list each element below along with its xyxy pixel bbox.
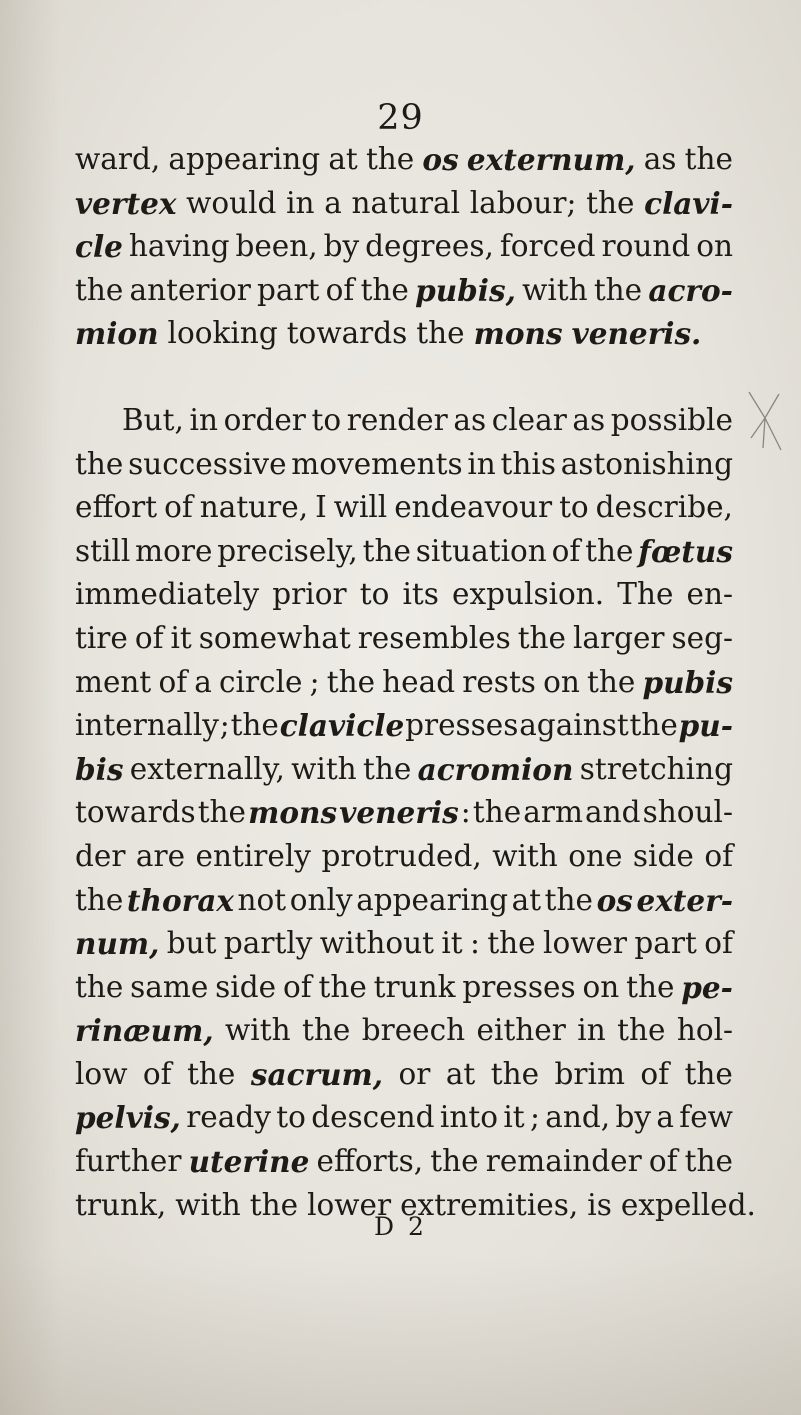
word: its — [402, 577, 439, 612]
word: mion — [75, 316, 159, 352]
word: extremities, — [400, 1187, 579, 1222]
word: ; — [219, 708, 230, 743]
word: natural — [351, 185, 461, 220]
word: of — [164, 490, 193, 525]
word: degrees, — [365, 229, 494, 264]
text-line — [75, 573, 733, 617]
text-line — [75, 879, 733, 923]
word: partly — [223, 926, 313, 961]
word: : — [460, 795, 471, 830]
word: on — [543, 664, 580, 699]
word: internally — [75, 708, 219, 743]
word: the — [487, 926, 536, 961]
word: the — [593, 272, 643, 307]
word: But, — [122, 402, 184, 437]
word: with — [291, 751, 357, 786]
word: of — [134, 620, 164, 655]
word: the — [544, 882, 593, 917]
word: astonishing — [560, 446, 733, 481]
text-line — [75, 966, 733, 1010]
word: nature, — [199, 490, 309, 525]
word: The — [617, 577, 674, 612]
word: trunk, — [75, 1187, 167, 1222]
word: endeavour — [394, 490, 553, 525]
word: few — [679, 1100, 733, 1135]
word: der — [75, 838, 126, 873]
word: only — [289, 882, 353, 917]
word: entirely — [195, 838, 311, 873]
word: the — [684, 142, 733, 176]
word: describe, — [595, 490, 733, 525]
word: immediately — [75, 577, 260, 612]
word: the — [197, 795, 247, 830]
word: part — [257, 272, 320, 307]
word: efforts, — [316, 1144, 424, 1179]
word: ; — [529, 1100, 540, 1135]
text-line — [75, 269, 733, 313]
word: of — [648, 1144, 678, 1179]
word: rests — [462, 664, 536, 699]
word: labour; — [469, 185, 577, 220]
word: the — [75, 969, 124, 1004]
word: into — [439, 1100, 498, 1135]
word: not — [237, 882, 287, 917]
word: on — [582, 969, 620, 1004]
body-text — [75, 138, 756, 1227]
word: as — [572, 402, 606, 437]
word: clavi- — [644, 185, 733, 221]
word: would — [186, 185, 277, 220]
text-line — [75, 312, 733, 356]
text-line — [75, 748, 733, 792]
word: or — [398, 1056, 431, 1091]
word: on — [696, 229, 733, 264]
word: round — [601, 229, 691, 264]
word: of — [640, 1056, 670, 1091]
word: are — [135, 838, 186, 873]
word: with — [522, 272, 588, 307]
signature-mark: D 2 — [374, 1212, 427, 1241]
word: the — [365, 142, 415, 176]
text-line — [75, 1096, 733, 1140]
word: vertex — [75, 185, 177, 221]
word: been, — [235, 229, 318, 264]
word: it — [170, 620, 192, 655]
word: side — [215, 969, 277, 1004]
word: to — [559, 490, 589, 525]
word: circle — [219, 664, 303, 699]
text-line — [75, 835, 733, 879]
word: still — [75, 533, 131, 568]
word: as — [643, 142, 677, 176]
word: with — [175, 1187, 241, 1222]
word: this — [500, 446, 556, 481]
text-line — [75, 399, 733, 443]
word: hol- — [676, 1013, 733, 1048]
word: and — [585, 795, 641, 830]
word: by — [323, 229, 360, 264]
word: side — [632, 838, 694, 873]
word: by — [615, 1100, 652, 1135]
word: more — [135, 533, 213, 568]
word: towards — [75, 795, 196, 830]
word: mons — [248, 795, 338, 831]
word: a — [656, 1100, 674, 1135]
word: the — [75, 446, 124, 481]
word: the — [249, 1187, 299, 1222]
word: ; — [309, 664, 320, 699]
word: the — [684, 1144, 733, 1179]
word: with — [225, 1013, 291, 1048]
word: of — [704, 838, 733, 873]
word: the — [301, 1013, 351, 1048]
word: clear — [491, 402, 567, 437]
word: is — [587, 1187, 612, 1222]
word: lower — [543, 926, 628, 961]
word: pubis, — [415, 272, 516, 308]
page-number: 29 — [377, 98, 424, 138]
word: the — [617, 1013, 666, 1048]
word: protruded, — [321, 838, 482, 873]
word: movements — [291, 446, 463, 481]
word: successive — [128, 446, 287, 481]
word: the — [472, 795, 522, 830]
word: of — [158, 664, 188, 699]
word: presses — [405, 708, 519, 743]
text-line — [75, 704, 733, 748]
word: situation — [415, 533, 547, 568]
word: the — [75, 882, 124, 917]
text-line — [75, 1140, 733, 1184]
word: against — [519, 708, 629, 743]
word: part — [634, 926, 697, 961]
word: one — [568, 838, 623, 873]
word: exter- — [636, 882, 733, 918]
word: of — [551, 533, 581, 568]
word: mons — [473, 316, 563, 352]
word: to — [359, 577, 390, 612]
word: resembles — [357, 620, 511, 655]
word: either — [476, 1013, 566, 1048]
word: pelvis, — [75, 1100, 181, 1136]
word: bis — [75, 751, 124, 787]
word: the — [490, 1056, 540, 1091]
word: in — [577, 1013, 606, 1048]
margin-pencil-mark — [745, 388, 785, 478]
word: : — [470, 926, 480, 961]
word: pu- — [678, 708, 733, 744]
word: in — [189, 402, 218, 437]
word: at — [445, 1056, 476, 1091]
word: the — [318, 969, 367, 1004]
word: clavicle — [279, 708, 405, 744]
word: will — [333, 490, 388, 525]
word: and, — [545, 1100, 611, 1135]
word: it — [503, 1100, 525, 1135]
word: cle — [75, 229, 123, 265]
word: uterine — [188, 1144, 310, 1180]
word: the — [416, 316, 465, 351]
word: head — [382, 664, 456, 699]
word: lower — [307, 1187, 392, 1222]
word: ment — [75, 664, 152, 699]
text-line — [75, 443, 733, 487]
word: precisely, — [217, 533, 358, 568]
word: the — [362, 751, 412, 786]
text-line — [75, 530, 733, 574]
text-line — [75, 182, 733, 226]
word: stretching — [579, 751, 733, 786]
word: the — [586, 185, 635, 220]
text-line — [75, 661, 733, 705]
word: possible — [610, 402, 733, 437]
word: the — [585, 533, 634, 568]
word: appearing — [356, 882, 509, 917]
word: I — [315, 490, 327, 525]
word: further — [75, 1144, 182, 1179]
word: to — [276, 1100, 306, 1135]
word: os — [422, 142, 459, 177]
word: effort — [75, 490, 158, 525]
word: without — [319, 926, 434, 961]
word: sacrum, — [250, 1056, 384, 1092]
word: somewhat — [198, 620, 351, 655]
word: presses — [462, 969, 576, 1004]
word: to — [311, 402, 342, 437]
word: the — [430, 1144, 479, 1179]
word: ready — [186, 1100, 271, 1135]
text-line — [75, 922, 733, 966]
word: prior — [272, 577, 347, 612]
word: fœtus — [638, 533, 733, 569]
word: the — [626, 969, 675, 1004]
word: acro- — [648, 272, 733, 308]
word: the — [517, 620, 566, 655]
word: the — [360, 272, 409, 307]
word: at — [328, 142, 358, 176]
word: render — [346, 402, 448, 437]
word: a — [194, 664, 212, 699]
word: rinæum, — [75, 1013, 214, 1049]
word: same — [130, 969, 209, 1004]
text-line — [75, 1053, 733, 1097]
text-line — [75, 1009, 733, 1053]
word: it — [441, 926, 463, 961]
word: at — [511, 882, 542, 917]
word: of — [282, 969, 312, 1004]
text-line — [75, 617, 733, 661]
word: appearing — [168, 142, 321, 176]
word: the — [230, 708, 279, 743]
word: of — [704, 926, 733, 961]
word: the — [587, 664, 636, 699]
word: en- — [686, 577, 733, 612]
word: the — [684, 1056, 733, 1091]
word: of — [325, 272, 355, 307]
page-bottom-shadow — [0, 1255, 801, 1415]
word: in — [467, 446, 496, 481]
word: externally, — [129, 751, 285, 786]
word: externum, — [466, 142, 636, 177]
word: anterior — [129, 272, 251, 307]
word: expulsion. — [452, 577, 605, 612]
word: order — [223, 402, 306, 437]
text-line — [75, 225, 733, 269]
word: the — [326, 664, 376, 699]
word: acromion — [417, 751, 574, 787]
word: tire — [75, 620, 128, 655]
word: os — [596, 882, 633, 918]
word: shoul- — [642, 795, 733, 830]
word: descend — [311, 1100, 435, 1135]
word: a — [324, 185, 342, 220]
word: num, — [75, 926, 160, 962]
word: pubis — [642, 664, 733, 700]
word: brim — [554, 1056, 625, 1091]
word: expelled. — [620, 1187, 756, 1222]
word: the — [187, 1056, 236, 1091]
page-edge-shadow — [0, 0, 60, 1415]
word: the — [629, 708, 678, 743]
word: forced — [499, 229, 596, 264]
word: with — [492, 838, 558, 873]
word: veneris. — [571, 316, 702, 352]
word: larger — [572, 620, 665, 655]
word: having — [128, 229, 230, 264]
word: the — [362, 533, 411, 568]
text-line — [75, 791, 733, 835]
word: ward, — [75, 142, 161, 176]
word: but — [166, 926, 217, 961]
word: of — [142, 1056, 172, 1091]
word: looking — [167, 316, 278, 351]
word: in — [286, 185, 315, 220]
word: remainder — [485, 1144, 642, 1179]
word: arm — [523, 795, 583, 830]
word: towards — [286, 316, 408, 351]
word: thorax — [126, 882, 234, 918]
word: veneris — [339, 795, 459, 831]
word: the — [75, 272, 124, 307]
word: trunk — [373, 969, 456, 1004]
word: as — [453, 402, 487, 437]
word: seg- — [671, 620, 733, 655]
text-line — [75, 138, 733, 182]
word: pe- — [681, 969, 733, 1005]
text-line — [75, 486, 733, 530]
word: breech — [361, 1013, 466, 1048]
word: low — [75, 1056, 128, 1091]
